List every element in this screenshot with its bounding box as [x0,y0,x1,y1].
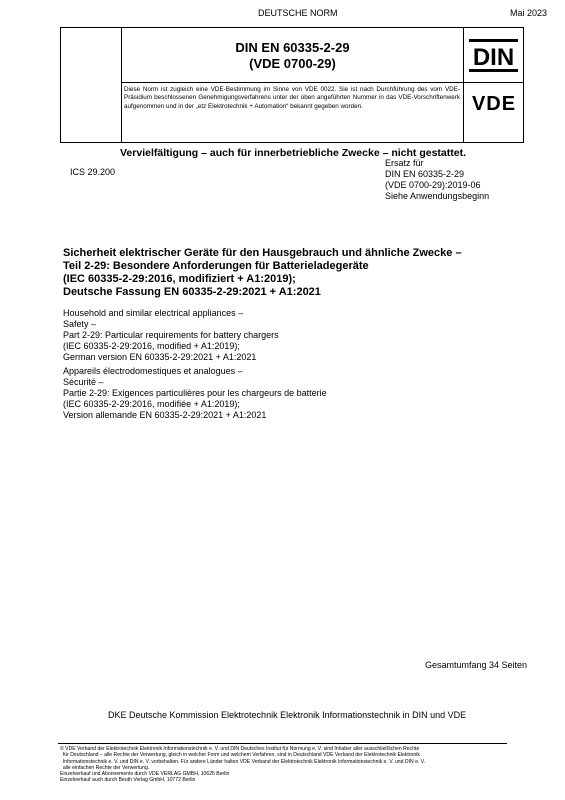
document-type-label: DEUTSCHE NORM [258,8,338,18]
header-box [60,27,524,143]
replaces-line: DIN EN 60335-2-29 [385,169,465,179]
title-english [63,308,279,363]
issue-date: Mai 2023 [509,8,547,18]
title-de-line: (IEC 60335-2-29:2016, modifiziert + A1:2019); [63,273,296,285]
standard-number-line1: DIN EN 60335-2-29 [235,40,350,55]
title-fr-line: Sécurité – [63,377,104,387]
footer-line: Einzelverkauf und Abonnements durch VDE VERLAG GMBH, 10625 Berlin [60,771,230,778]
footer-line: Einzelverkauf auch durch Beuth Verlag GmbH, 10772 Berlin [60,777,196,784]
ics-code: ICS 29.200 [70,167,116,177]
title-en-line: German version EN 60335-2-29:2021 + A1:2021 [63,352,257,362]
title-en-line: Part 2-29: Particular requirements for battery chargers [63,330,279,340]
title-fr-line: (IEC 60335-2-29:2016, modifiée + A1:2019); [63,399,240,409]
title-en-line: (IEC 60335-2-29:2016, modified + A1:2019); [63,341,240,351]
title-fr-line: Partie 2-29: Exigences particulières pour les chargeurs de batterie [63,388,327,398]
standard-number-line2: (VDE 0700-29) [249,56,336,71]
din-logo-text: DIN [472,44,515,71]
footer-divider [58,743,507,744]
replaces-line: (VDE 0700-29):2019-06 [385,180,481,190]
vde-note: Diese Norm ist zugleich eine VDE-Bestimmung im Sinne von VDE 0022. Sie ist nach Durchführung des vom VDE-Präsidium beschlossenen Genehmigungsverfahrens unter der oben angeführten Nummer in das VDE-Vorschriftenwerk aufgenommen und in der „etz Elektrotechnik + Automation“ bekannt gegeben worden. [124,86,460,110]
title-de-line: Sicherheit elektrischer Geräte für den Hausgebrauch und ähnliche Zwecke – [63,247,462,259]
replaces-block [385,158,489,202]
din-logo [466,38,521,73]
title-de-line: Deutsche Fassung EN 60335-2-29:2021 + A1:2021 [63,286,321,298]
title-en-line: Safety – [63,319,97,329]
footer-copyright [60,746,505,784]
replaces-line: Siehe Anwendungsbeginn [385,191,490,201]
title-french [63,366,327,421]
replaces-line: Ersatz für [385,158,424,168]
footer-line: für Deutschland – alle Rechte der Verwertung, gleich in welcher Form und welchem Verfahren, sind in Deutschland VDE Verband der Elektrotechnik Elektronik [60,752,420,759]
dke-publisher: DKE Deutsche Kommission Elektrotechnik Elektronik Informationstechnik in DIN und VDE [108,710,467,720]
title-german [63,247,523,299]
total-pages: Gesamtumfang 34 Seiten [424,660,527,670]
footer-line: © VDE Verband der Elektrotechnik Elektronik Informationstechnik e. V. und DIN Deutsches Institut für Normung e. V. sind Inhaber aller ausschließlichen Rechte [60,746,420,752]
vde-logo: VDE [471,93,517,115]
footer-line: Informationstechnik e. V. und DIN e. V. vorbehalten. Für andere Länder halten VDE Verband der Elektrotechnik Elektronik Informationstechnik e. V. und DIN e. V. [60,758,426,765]
title-fr-line: Version allemande EN 60335-2-29:2021 + A1:2021 [63,410,267,420]
title-de-line: Teil 2-29: Besondere Anforderungen für Batterieladegeräte [63,260,369,272]
title-fr-line: Appareils électrodomestiques et analogues – [63,366,243,376]
standard-number [121,40,464,72]
footer-line: alle einfachen Rechte der Verwertung. [60,764,150,771]
copy-warning: Vervielfältigung – auch für innerbetriebliche Zwecke – nicht gestattet. [120,147,467,159]
title-en-line: Household and similar electrical appliances – [63,308,244,318]
